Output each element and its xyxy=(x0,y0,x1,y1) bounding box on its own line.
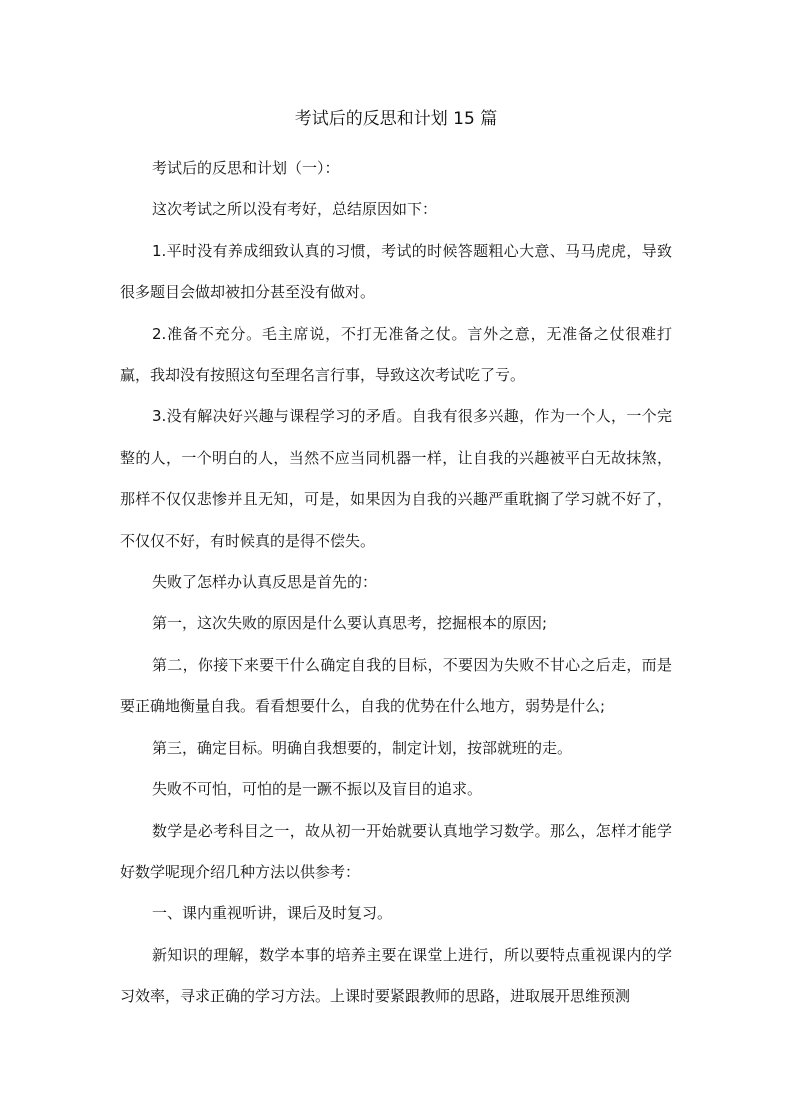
document-body xyxy=(120,148,672,1018)
paragraph: 失败不可怕，可怕的是一蹶不振以及盲目的追求。 xyxy=(152,780,483,799)
paragraph: 失败了怎样办认真反思是首先的： xyxy=(152,573,378,592)
paragraph: 新知识的理解，数学本事的培养主要在课堂上进行，所以要特点重视课内的学习效率，寻求正确的学习方法。上课时要紧跟教师的思路，进取展开思维预测 xyxy=(120,945,672,1006)
paragraph: 考试后的反思和计划（一）： xyxy=(152,159,340,177)
paragraph: 2.准备不充分。毛主席说，不打无准备之仗。言外之意，无准备之仗很难打赢，我却没有按照这句至理名言行事，导致这次考试吃了亏。 xyxy=(120,324,672,385)
paragraph: 第三，确定目标。明确自我想要的，制定计划，按部就班的走。 xyxy=(152,738,573,757)
document-title: 考试后的反思和计划 15 篇 xyxy=(294,109,498,129)
paragraph: 第一，这次失败的原因是什么要认真思考，挖掘根本的原因; xyxy=(152,614,548,633)
paragraph: 3.没有解决好兴趣与课程学习的矛盾。自我有很多兴趣，作为一个人，一个完整的人，一个明白的人，当然不应当同机器一样，让自我的兴趣被平白无故抹煞，那样不仅仅悲惨并且无知，可是，如果因为自我的兴趣严重耽搁了学习就不好了，不仅仅不好，有时候真的是得不偿失。 xyxy=(120,407,672,550)
paragraph: 1.平时没有养成细致认真的习惯，考试的时候答题粗心大意、马马虎虎，导致很多题目会做却被扣分甚至没有做对。 xyxy=(120,241,672,302)
paragraph: 第二，你接下来要干什么确定自我的目标，不要因为失败不甘心之后走，而是要正确地衡量自我。看看想要什么，自我的优势在什么地方，弱势是什么; xyxy=(120,655,672,716)
paragraph: 数学是必考科目之一，故从初一开始就要认真地学习数学。那么，怎样才能学好数学呢现介绍几种方法以供参考： xyxy=(120,821,672,881)
paragraph: 这次考试之所以没有考好，总结原因如下： xyxy=(152,200,438,219)
paragraph: 一、课内重视听讲，课后及时复习。 xyxy=(152,904,393,923)
